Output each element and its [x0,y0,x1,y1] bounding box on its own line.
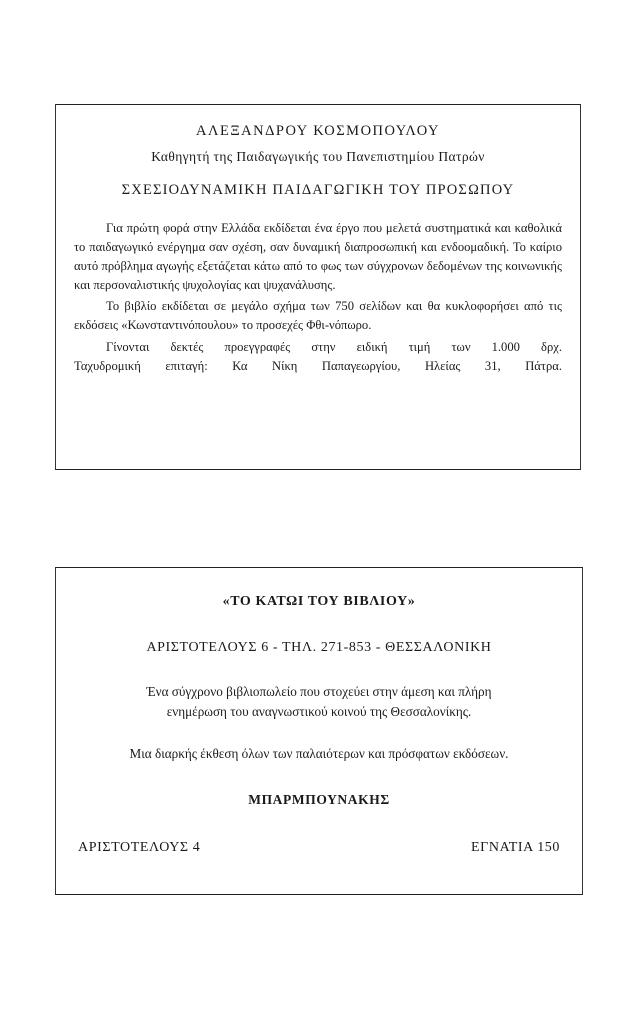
preorder-price-line: Γίνονται δεκτές προεγγραφές στην ειδική τιμή των 1.000 δρχ. [106,339,562,354]
announcement-paragraph-1: Για πρώτη φορά στην Ελλάδα εκδίδεται ένα έργο που μελετά συστηματικά και καθολικά το παιδαγωγικό ενέργημα σαν σχέση, σαν δυναμική διαπροσωπική και ενδοομαδική. Το καίριο αυτό πρόβλημα αγωγής εξετάζεται κάτω από το φως των σύγχρονων δεδομένων της κοινωνικής και περσοναλιστικής ψυχολογίας και ψυχανάλυσης. [74,221,562,293]
announcement-paragraph-2: Το βιβλίο εκδίδεται σε μεγάλο σχήμα των 750 σελίδων και θα κυκλοφορήσει από τις εκδόσεις «Κωνσταντινόπουλου» το προσεχές Φθι-νόπωρο. [74,299,562,333]
author-name: ΑΛΕΞΑΝΔΡΟΥ ΚΟΣΜΟΠΟΥΛΟΥ [195,123,440,139]
author-affiliation: Καθηγητή της Παιδαγωγικής του Πανεπιστημίου Πατρών [151,149,485,164]
description-line-1: Ένα σύγχρονο βιβλιοπωλείο που στοχεύει στην άμεση και πλήρη [146,684,492,699]
description-line-2: ενημέρωση του αναγνωστικού κοινού της Θεσσαλονίκης. [166,704,472,719]
owner-name: ΜΠΑΡΜΠΟΥΝΑΚΗΣ [248,792,390,807]
exhibition-text: Μια διαρκής έκθεση όλων των παλαιότερων και πρόσφατων εκδόσεων. [129,746,509,761]
bookshop-description [76,682,562,722]
book-announcement-box [55,104,581,470]
bookshop-name: «ΤΟ ΚΑΤΩΙ ΤΟΥ ΒΙΒΛΙΟΥ» [222,594,416,609]
book-title: ΣΧΕΣΙΟΔΥΝΑΜΙΚΗ ΠΑΙΔΑΓΩΓΙΚΗ ΤΟΥ ΠΡΟΣΩΠΟΥ [121,182,515,198]
bookshop-advert-box [55,567,583,895]
branch-address-left: ΑΡΙΣΤΟΤΕΛΟΥΣ 4 [78,840,201,855]
bookshop-address-phone: ΑΡΙΣΤΟΤΕΛΟΥΣ 6 - ΤΗΛ. 271-853 - ΘΕΣΣΑΛΟΝΙΚΗ [146,640,492,655]
announcement-paragraph-3 [74,338,562,376]
postal-order-line: Ταχυδρομική επιταγή: Κα Νίκη Παπαγεωργίου, Ηλείας 31, Πάτρα. [74,358,562,373]
branch-addresses [76,840,562,856]
branch-address-right: ΕΓΝΑΤΙΑ 150 [471,840,560,855]
